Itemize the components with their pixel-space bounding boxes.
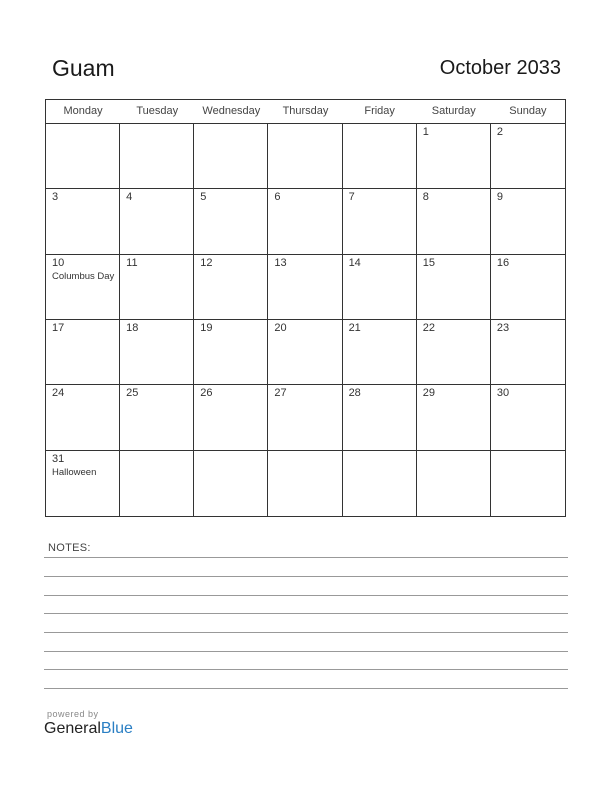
day-cell xyxy=(194,124,268,189)
day-cell xyxy=(417,255,491,320)
day-cell xyxy=(491,385,565,450)
day-number: 8 xyxy=(422,191,429,204)
day-number: 25 xyxy=(126,387,139,400)
day-number: 11 xyxy=(126,256,138,269)
day-cell xyxy=(46,451,120,516)
day-cell xyxy=(194,451,268,516)
notes-line xyxy=(44,669,568,670)
day-number: 30 xyxy=(496,387,510,400)
day-cell xyxy=(343,189,417,254)
day-cell xyxy=(46,124,120,189)
day-cell xyxy=(194,385,268,450)
day-cell xyxy=(46,255,120,320)
day-cell xyxy=(491,320,565,385)
day-cell xyxy=(268,189,342,254)
logo-general-text: General xyxy=(44,720,101,737)
day-number: 18 xyxy=(126,322,139,334)
logo-blue-text: Blue xyxy=(100,720,133,737)
day-cell xyxy=(120,124,194,189)
notes-line xyxy=(44,595,568,596)
weekday-header: Tuesday xyxy=(136,105,179,117)
day-number: 19 xyxy=(200,322,213,334)
day-cell xyxy=(120,320,194,385)
day-cell xyxy=(491,189,565,254)
day-number: 7 xyxy=(348,191,355,204)
day-cell xyxy=(417,320,491,385)
day-number: 4 xyxy=(126,191,133,204)
notes-line xyxy=(44,688,568,689)
weekday-header: Saturday xyxy=(431,105,476,117)
generalblue-logo[interactable] xyxy=(44,720,133,738)
day-number: 12 xyxy=(200,256,213,269)
day-number: 10 xyxy=(52,256,65,269)
weekday-header: Thursday xyxy=(282,105,329,117)
calendar-grid xyxy=(45,99,566,517)
day-cell xyxy=(417,385,491,450)
day-cell xyxy=(194,255,268,320)
weekday-header: Monday xyxy=(63,105,103,117)
weekday-header: Sunday xyxy=(509,105,547,117)
day-cell xyxy=(120,189,194,254)
day-cell xyxy=(417,124,491,189)
day-cell xyxy=(343,255,417,320)
notes-line xyxy=(44,651,568,652)
day-number: 26 xyxy=(200,387,213,400)
day-number: 21 xyxy=(348,322,361,334)
day-cell xyxy=(120,451,194,516)
day-cell xyxy=(194,189,268,254)
day-number: 22 xyxy=(422,322,435,334)
day-number: 6 xyxy=(274,191,281,204)
weekday-header: Friday xyxy=(364,105,395,117)
weekday-header-row xyxy=(46,100,565,124)
day-cell xyxy=(343,320,417,385)
holiday-label: Columbus Day xyxy=(52,270,115,282)
day-cell xyxy=(46,320,120,385)
day-number: 17 xyxy=(52,322,65,334)
day-number: 31 xyxy=(52,452,65,465)
day-cell xyxy=(343,385,417,450)
day-cell xyxy=(417,189,491,254)
day-cell xyxy=(268,255,342,320)
powered-by-text: powered by xyxy=(47,709,99,719)
weekday-header: Wednesday xyxy=(202,105,261,117)
day-number: 23 xyxy=(496,322,510,334)
day-number: 9 xyxy=(496,191,503,204)
day-number: 28 xyxy=(348,387,361,400)
day-cell xyxy=(491,451,565,516)
calendar-month-title: October 2033 xyxy=(439,57,561,79)
notes-line xyxy=(44,576,568,577)
day-number: 3 xyxy=(52,191,59,204)
day-cell xyxy=(268,320,342,385)
day-number: 14 xyxy=(348,256,361,269)
notes-label: NOTES: xyxy=(48,542,91,554)
day-number: 29 xyxy=(422,387,435,400)
calendar-country-title: Guam xyxy=(52,55,115,81)
day-cell xyxy=(491,255,565,320)
day-number: 15 xyxy=(422,256,435,269)
day-cell xyxy=(417,451,491,516)
day-number: 1 xyxy=(422,126,429,138)
day-cells xyxy=(46,124,565,516)
day-cell xyxy=(194,320,268,385)
day-number: 5 xyxy=(200,191,207,204)
day-cell xyxy=(46,385,120,450)
day-cell xyxy=(120,385,194,450)
day-cell xyxy=(120,255,194,320)
day-number: 2 xyxy=(496,126,503,138)
day-cell xyxy=(268,385,342,450)
day-cell xyxy=(491,124,565,189)
notes-line xyxy=(44,632,568,633)
day-cell xyxy=(268,451,342,516)
day-number: 24 xyxy=(52,387,65,400)
day-cell xyxy=(268,124,342,189)
day-number: 13 xyxy=(274,256,287,269)
notes-line xyxy=(44,613,568,614)
day-number: 16 xyxy=(496,256,510,269)
holiday-label: Halloween xyxy=(52,466,97,478)
day-cell xyxy=(343,451,417,516)
day-number: 27 xyxy=(274,387,287,400)
day-number: 20 xyxy=(274,322,287,334)
notes-line xyxy=(44,557,568,558)
day-cell xyxy=(343,124,417,189)
day-cell xyxy=(46,189,120,254)
